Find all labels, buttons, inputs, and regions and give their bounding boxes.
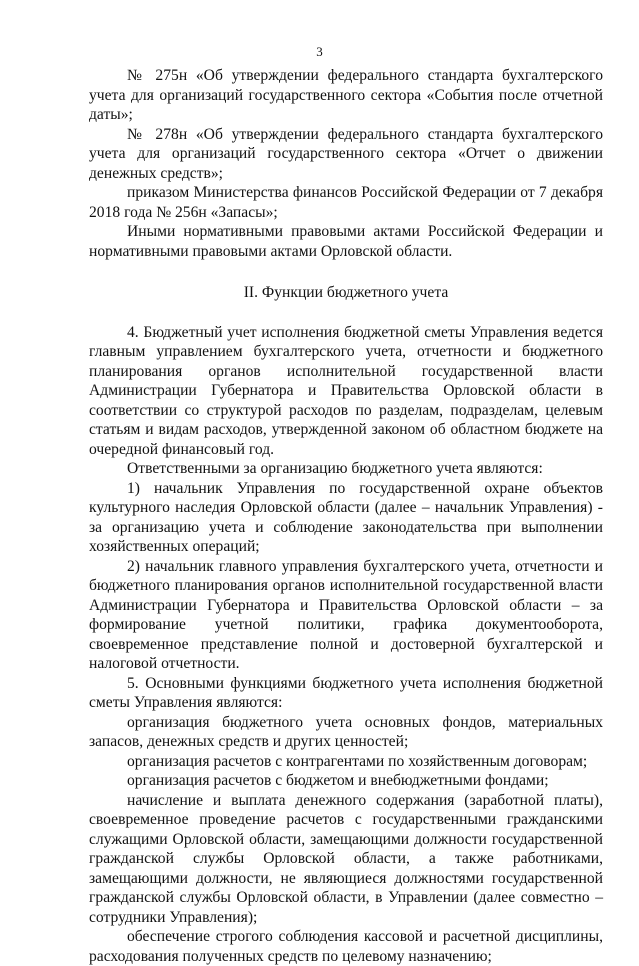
paragraph: № 275н «Об утверждении федерального стандарта бухгалтерского учета для организаций государственного сектора «События после отчетной даты»;	[89, 67, 603, 123]
paragraph: Ответственными за организацию бюджетного учета являются:	[127, 460, 543, 477]
paragraph: № 278н «Об утверждении федерального стандарта бухгалтерского учета для организаций государственного сектора «Отчет о движении денежных средств»;	[89, 125, 603, 182]
paragraph: 1) начальник Управления по государственной охране объектов культурного наследия Орловской области (далее – начальник Управления) - за организацию учета и соблюдение законодательства при выполнении хозяйственных операций;	[89, 479, 603, 555]
paragraph: организация расчетов с контрагентами по хозяйственным договорам;	[127, 752, 588, 770]
page-number: 3	[316, 44, 323, 59]
paragraph: обеспечение строгого соблюдения кассовой и расчетной дисциплины, расходования полученных средств по целевому назначению;	[89, 928, 603, 965]
section-heading: II. Функции бюджетного учета	[243, 284, 449, 301]
paragraph: организация бюджетного учета основных фондов, материальных запасов, денежных средств и других ценностей;	[89, 713, 603, 750]
paragraph: 5. Основными функциями бюджетного учета исполнения бюджетной сметы Управления являются:	[89, 674, 603, 711]
document-body	[89, 66, 603, 966]
paragraph: приказом Министерства финансов Российской Федерации от 7 декабря 2018 года № 256н «Запасы»;	[89, 184, 603, 221]
paragraph: 2) начальник главного управления бухгалтерского учета, отчетности и бюджетного планирования органов исполнительной государственной власти Администрации Губернатора и Правительства Орловской области – за формирование учетной политики, графика документооборота, своевременное представление полной и достоверной бухгалтерской и налоговой отчетности.	[89, 557, 603, 672]
paragraph: Иными нормативными правовыми актами Российской Федерации и нормативными правовыми актами Орловской области.	[89, 223, 603, 260]
paragraph: 4. Бюджетный учет исполнения бюджетной сметы Управления ведется главным управлением бухгалтерского учета, отчетности и бюджетного планирования органов исполнительной государственной власти Администрации Губернатора и Правительства Орловской области в соответствии со структурой расходов по разделам, подразделам, целевым статьям и видам расходов, утвержденной законом об областном бюджете на очередной финансовый год.	[89, 323, 603, 458]
paragraph: организация расчетов с бюджетом и внебюджетными фондами;	[127, 772, 549, 789]
paragraph: начисление и выплата денежного содержания (заработной платы), своевременное проведение расчетов с государственными гражданскими служащими Орловской области, замещающими должности государственной гражданской службы Орловской области, а также работниками, замещающими должности, не являющиеся должностями государственной гражданской службы Орловской области, в Управлении (далее совместно – сотрудники Управления);	[89, 791, 603, 926]
